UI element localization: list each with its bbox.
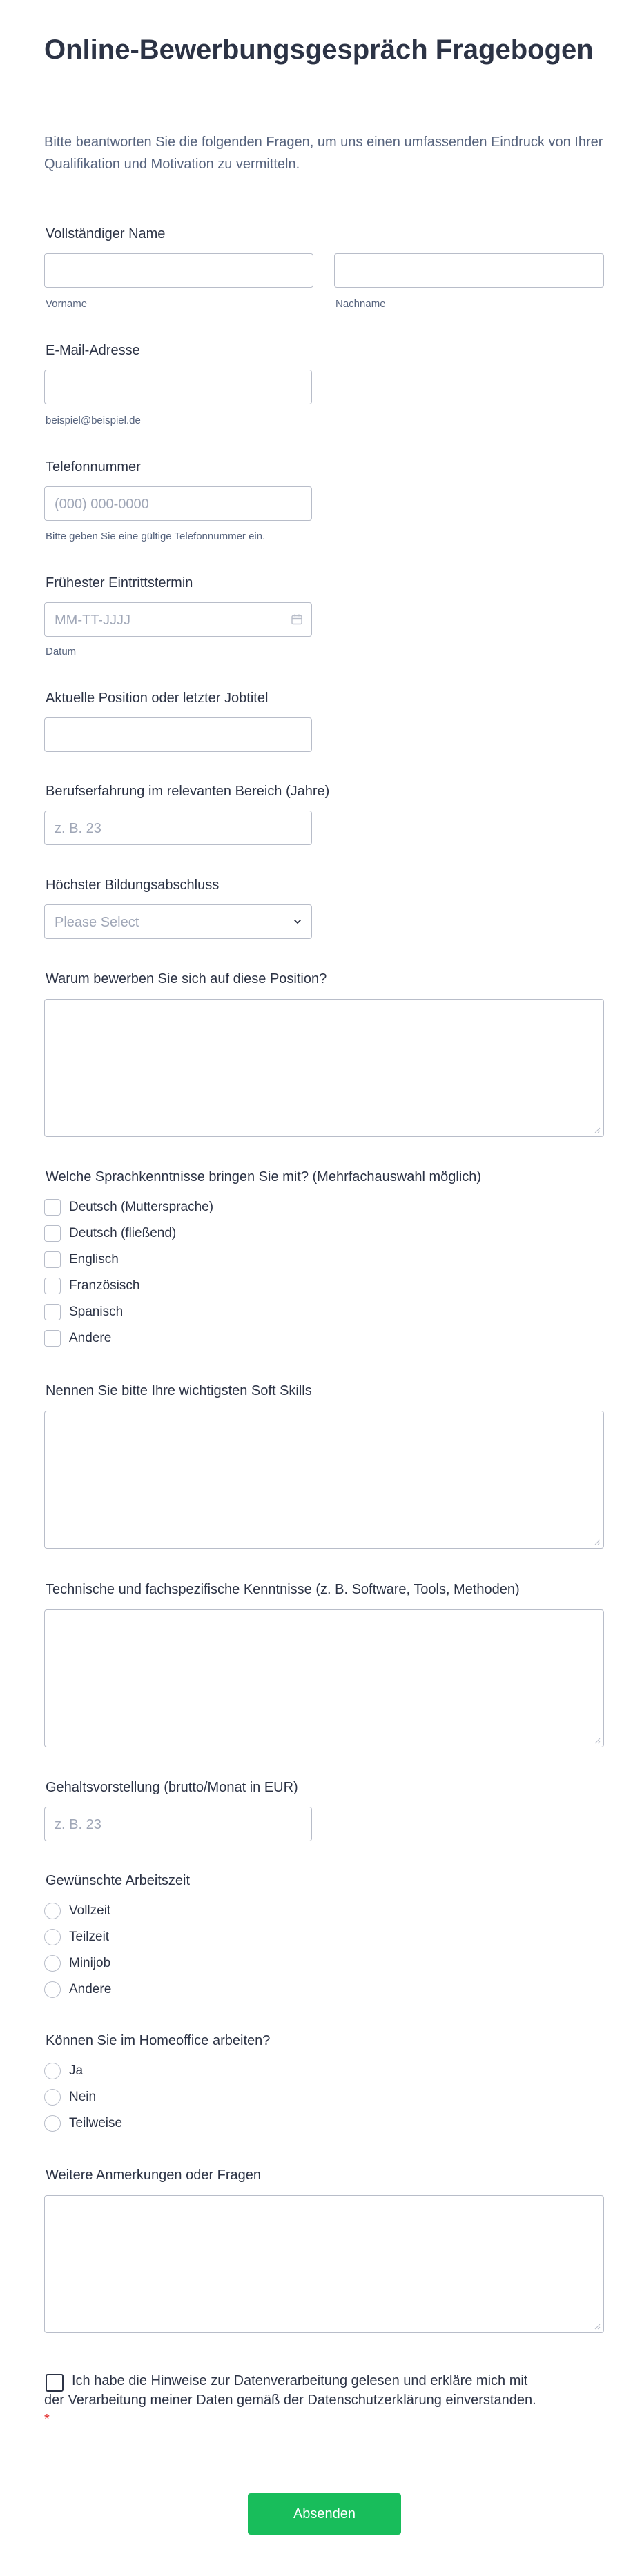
calendar-icon[interactable] xyxy=(291,613,303,629)
working-time-option[interactable]: Andere xyxy=(44,1980,111,1999)
education-label: Höchster Bildungsabschluss xyxy=(46,878,220,893)
position-input[interactable] xyxy=(44,717,312,752)
working-time-label: Gewünschte Arbeitszeit xyxy=(46,1873,190,1888)
last-name-sublabel: Nachname xyxy=(335,298,386,310)
start-date-sublabel: Datum xyxy=(46,646,77,657)
salary-input[interactable] xyxy=(44,1807,312,1841)
first-name-sublabel: Vorname xyxy=(46,298,88,310)
language-option[interactable]: Spanisch xyxy=(44,1302,123,1322)
form-subtitle: Bitte beantworten Sie die folgenden Fragen, um uns einen umfassenden Eindruck von Ihrer Qualifikation und Motivation zu vermitteln. xyxy=(44,135,603,172)
homeoffice-option[interactable]: Teilweise xyxy=(44,2114,122,2133)
position-label: Aktuelle Position oder letzter Jobtitel xyxy=(46,691,269,706)
form-header xyxy=(0,0,642,190)
working-time-option[interactable]: Teilzeit xyxy=(44,1928,109,1947)
phone-label: Telefonnummer xyxy=(46,459,141,475)
working-time-option[interactable]: Vollzeit xyxy=(44,1901,110,1921)
checkbox[interactable] xyxy=(44,1251,61,1268)
salary-label: Gehaltsvorstellung (brutto/Monat in EUR) xyxy=(46,1780,298,1795)
homeoffice-label: Können Sie im Homeoffice arbeiten? xyxy=(46,2033,271,2048)
chevron-down-icon xyxy=(292,916,303,931)
phone-input[interactable] xyxy=(44,486,312,521)
resize-grip-icon[interactable] xyxy=(594,1737,601,1744)
consent-text: Ich habe die Hinweise zur Datenverarbeitung gelesen und erkläre mich mit der Verarbeitung meiner Daten gemäß der Datenschutzerklärung einverstanden. xyxy=(44,2373,536,2408)
experience-placeholder: z. B. 23 xyxy=(55,821,101,836)
email-label: E-Mail-Adresse xyxy=(46,343,140,358)
language-option[interactable]: Andere xyxy=(44,1329,111,1348)
salary-placeholder: z. B. 23 xyxy=(55,1817,101,1832)
radio-button[interactable] xyxy=(44,1955,61,1972)
education-placeholder: Please Select xyxy=(55,915,139,930)
radio-button[interactable] xyxy=(44,1981,61,1998)
consent-checkbox[interactable] xyxy=(46,2374,64,2392)
checkbox[interactable] xyxy=(44,1199,61,1216)
required-mark: * xyxy=(44,2412,50,2427)
experience-label: Berufserfahrung im relevanten Bereich (Jahre) xyxy=(46,784,330,799)
education-select[interactable] xyxy=(44,904,312,939)
start-date-input[interactable] xyxy=(44,602,312,637)
checkbox[interactable] xyxy=(44,1225,61,1242)
resize-grip-icon[interactable] xyxy=(594,1538,601,1545)
homeoffice-option[interactable]: Nein xyxy=(44,2088,96,2107)
radio-button[interactable] xyxy=(44,2115,61,2132)
resize-grip-icon[interactable] xyxy=(594,1127,601,1133)
language-option[interactable]: Französisch xyxy=(44,1276,139,1296)
date-placeholder: MM-TT-JJJJ xyxy=(55,613,130,628)
language-option[interactable]: Deutsch (Muttersprache) xyxy=(44,1198,213,1217)
languages-label: Welche Sprachkenntnisse bringen Sie mit? (Mehrfachauswahl möglich) xyxy=(46,1169,482,1185)
working-time-option[interactable]: Minijob xyxy=(44,1954,110,1973)
experience-input[interactable] xyxy=(44,811,312,845)
language-option[interactable]: Englisch xyxy=(44,1250,119,1269)
form-title: Online-Bewerbungsgespräch Fragebogen xyxy=(44,34,594,65)
remarks-textarea[interactable] xyxy=(44,2195,604,2333)
radio-button[interactable] xyxy=(44,2063,61,2079)
first-name-input[interactable] xyxy=(44,253,313,288)
name-label: Vollständiger Name xyxy=(46,226,166,241)
last-name-input[interactable] xyxy=(334,253,604,288)
tech-skills-label: Technische und fachspezifische Kenntnisse (z. B. Software, Tools, Methoden) xyxy=(46,1582,520,1597)
radio-button[interactable] xyxy=(44,1903,61,1919)
remarks-label: Weitere Anmerkungen oder Fragen xyxy=(46,2168,262,2183)
email-input[interactable] xyxy=(44,370,312,404)
checkbox[interactable] xyxy=(44,1304,61,1320)
email-sublabel: beispiel@beispiel.de xyxy=(46,415,141,426)
motivation-textarea[interactable] xyxy=(44,999,604,1137)
consent-label xyxy=(44,2371,541,2429)
soft-skills-textarea[interactable] xyxy=(44,1411,604,1549)
checkbox[interactable] xyxy=(44,1278,61,1294)
language-option[interactable]: Deutsch (fließend) xyxy=(44,1224,176,1243)
checkbox[interactable] xyxy=(44,1330,61,1347)
phone-sublabel: Bitte geben Sie eine gültige Telefonnummer ein. xyxy=(46,531,266,542)
phone-placeholder: (000) 000-0000 xyxy=(55,497,149,512)
submit-button[interactable]: Absenden xyxy=(248,2493,401,2535)
radio-button[interactable] xyxy=(44,1929,61,1945)
resize-grip-icon[interactable] xyxy=(594,2323,601,2330)
start-date-label: Frühester Eintrittstermin xyxy=(46,575,193,591)
soft-skills-label: Nennen Sie bitte Ihre wichtigsten Soft Skills xyxy=(46,1383,312,1398)
homeoffice-option[interactable]: Ja xyxy=(44,2061,83,2081)
motivation-label: Warum bewerben Sie sich auf diese Position? xyxy=(46,971,327,987)
tech-skills-textarea[interactable] xyxy=(44,1609,604,1747)
radio-button[interactable] xyxy=(44,2089,61,2106)
